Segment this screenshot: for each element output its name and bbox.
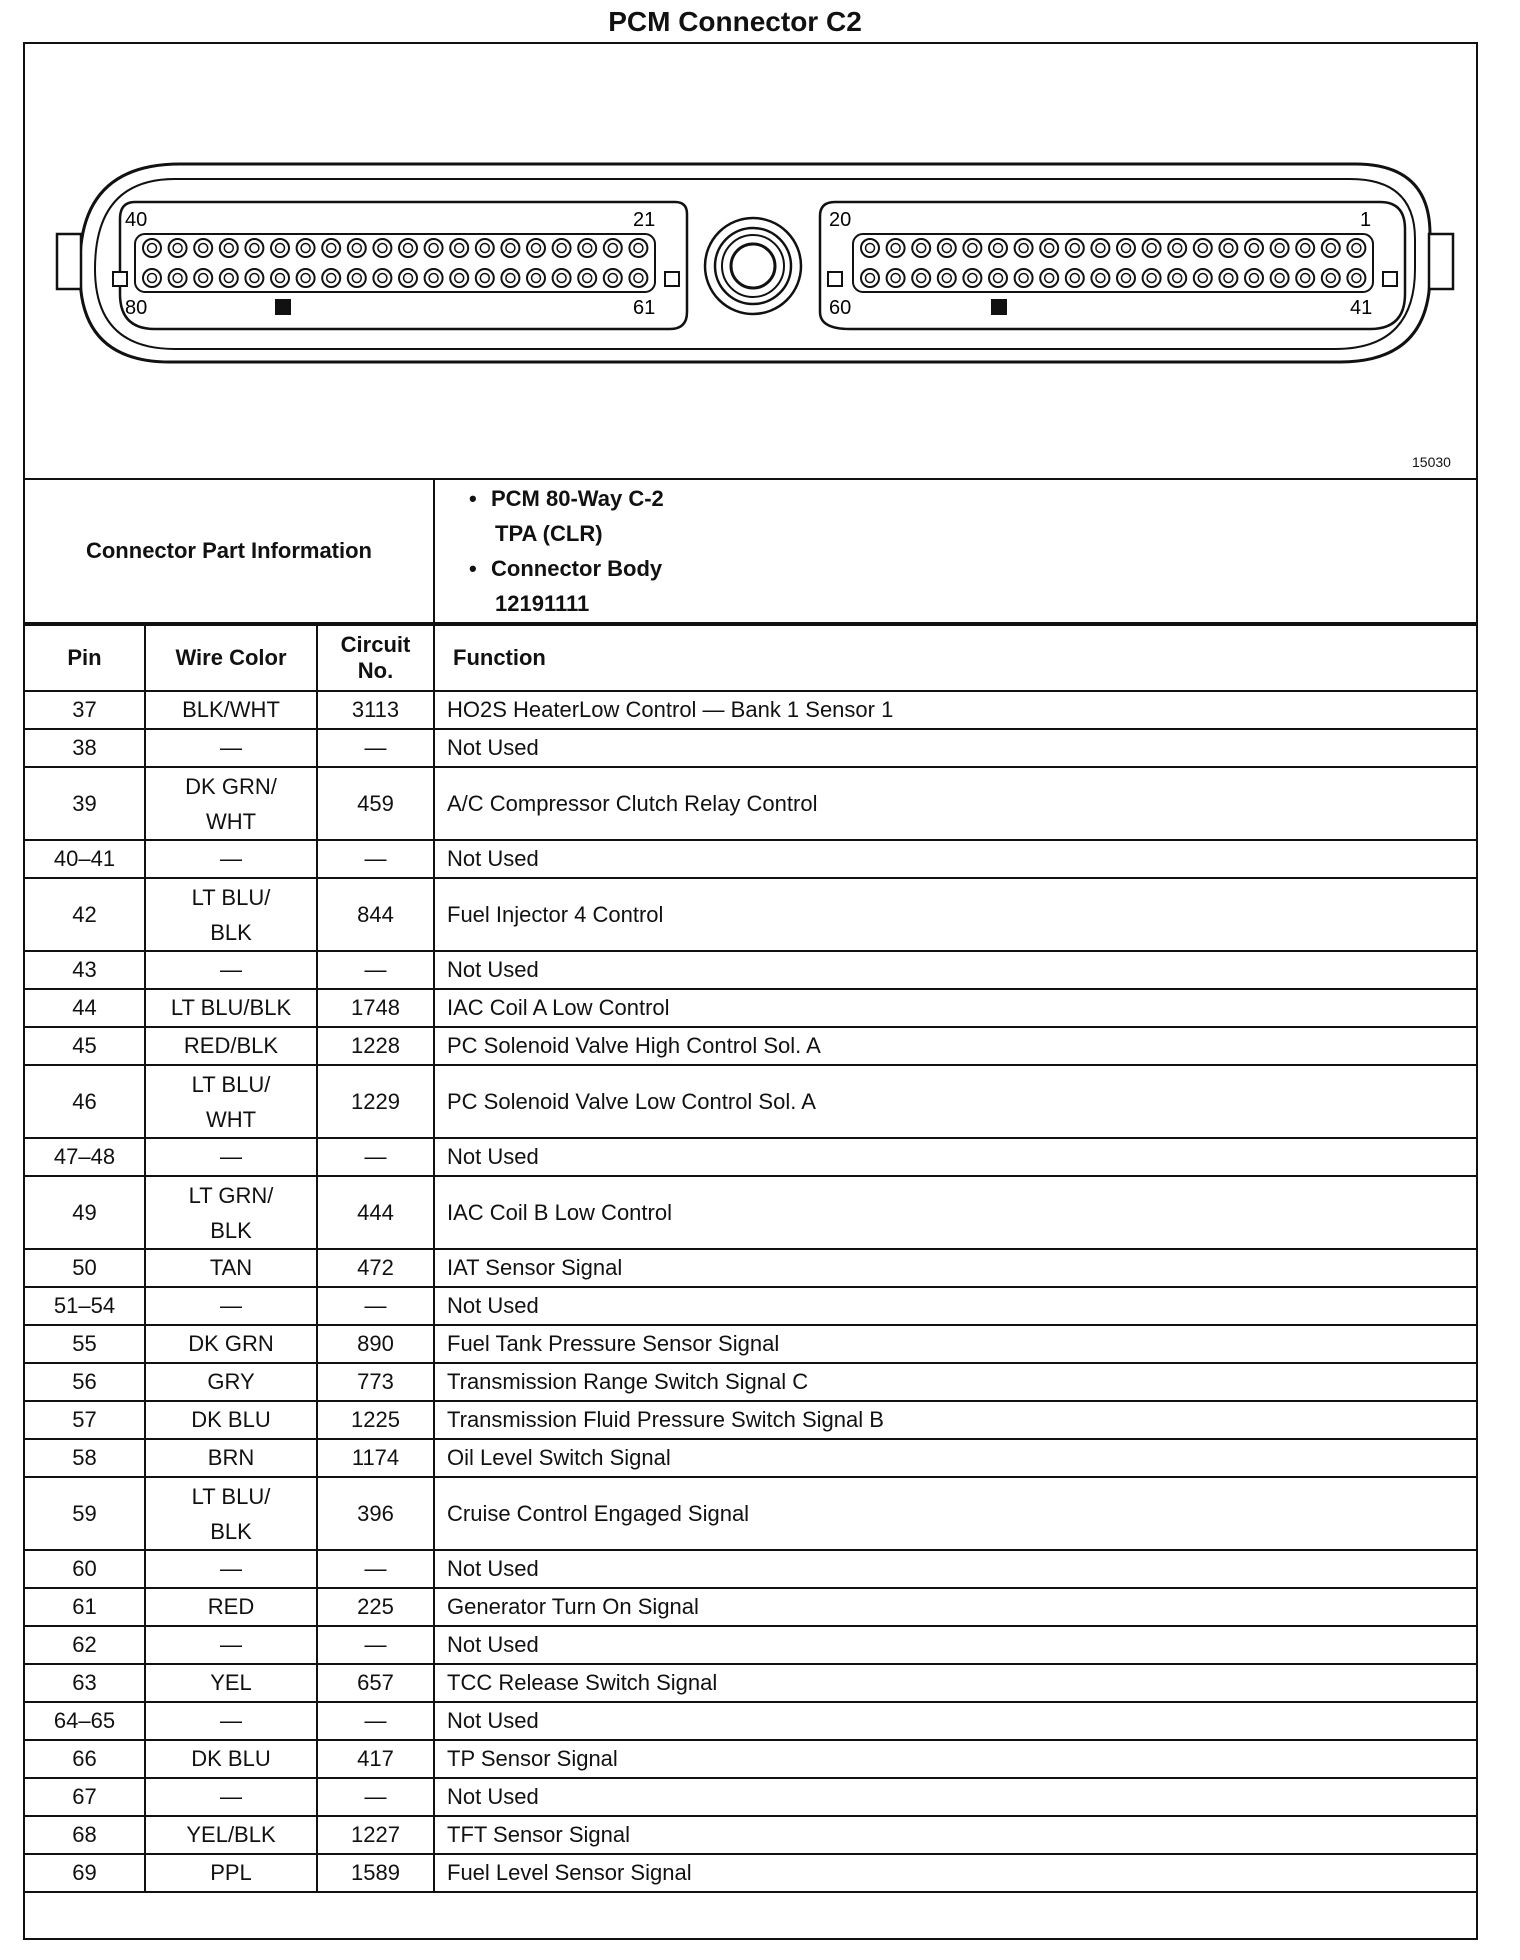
wire-color-cell: —	[145, 951, 317, 989]
function-cell: Not Used	[434, 951, 1477, 989]
wire-color-cell: BLK/WHT	[145, 691, 317, 729]
wire-color-cell: —	[145, 1287, 317, 1325]
pin-socket	[1015, 269, 1033, 287]
header-pin: Pin	[24, 625, 145, 691]
function-cell: Generator Turn On Signal	[434, 1588, 1477, 1626]
pin-socket	[1015, 239, 1033, 257]
left-key	[275, 299, 291, 315]
pin-cell: 46	[24, 1065, 145, 1138]
circuit-cell: 417	[317, 1740, 434, 1778]
pin-cell: 59	[24, 1477, 145, 1550]
pin-socket	[1245, 269, 1263, 287]
wire-color-cell: PPL	[145, 1854, 317, 1892]
pin-socket	[271, 269, 289, 287]
function-cell: Cruise Control Engaged Signal	[434, 1477, 1477, 1550]
pin-socket	[1245, 239, 1263, 257]
wire-color-cell: YEL	[145, 1664, 317, 1702]
pin-cell: 50	[24, 1249, 145, 1287]
pin-socket	[476, 269, 494, 287]
pin-cell: 49	[24, 1176, 145, 1249]
table-row	[24, 1664, 1477, 1702]
function-cell: Fuel Tank Pressure Sensor Signal	[434, 1325, 1477, 1363]
function-cell: Not Used	[434, 1702, 1477, 1740]
wire-color-cell: —	[145, 729, 317, 767]
label-21: 21	[633, 209, 656, 231]
circuit-cell: 444	[317, 1176, 434, 1249]
pin-socket	[194, 239, 212, 257]
wire-color-cell: BRN	[145, 1439, 317, 1477]
function-cell: Transmission Fluid Pressure Switch Signal B	[434, 1401, 1477, 1439]
circuit-cell: —	[317, 951, 434, 989]
table-row	[24, 1363, 1477, 1401]
pin-socket	[297, 269, 315, 287]
pin-socket	[963, 239, 981, 257]
circuit-cell: 459	[317, 767, 434, 840]
circuit-cell: —	[317, 1138, 434, 1176]
table-row	[24, 1325, 1477, 1363]
pin-socket	[373, 239, 391, 257]
label-60: 60	[829, 297, 852, 319]
right-key	[991, 299, 1007, 315]
pin-cell: 42	[24, 878, 145, 951]
pin-socket	[912, 239, 930, 257]
pin-socket	[501, 239, 519, 257]
pin-socket	[1117, 269, 1135, 287]
pin-socket	[629, 269, 647, 287]
right-pin-block	[853, 234, 1373, 292]
circuit-cell: 657	[317, 1664, 434, 1702]
pin-socket	[1040, 239, 1058, 257]
pin-cell: 38	[24, 729, 145, 767]
pin-socket	[143, 269, 161, 287]
wire-color-cell: —	[145, 1702, 317, 1740]
part-info-item-sub: 12191111	[495, 591, 590, 616]
circuit-cell: —	[317, 729, 434, 767]
circuit-cell: —	[317, 1778, 434, 1816]
header-wire-color: Wire Color	[145, 625, 317, 691]
circuit-cell: 1748	[317, 989, 434, 1027]
pin-cell: 57	[24, 1401, 145, 1439]
pin-socket	[245, 239, 263, 257]
table-row	[24, 1249, 1477, 1287]
function-cell: Oil Level Switch Signal	[434, 1439, 1477, 1477]
part-info-label: Connector Part Information	[24, 479, 434, 623]
label-1: 1	[1360, 209, 1372, 231]
pin-cell: 61	[24, 1588, 145, 1626]
pin-socket	[1194, 269, 1212, 287]
circuit-cell: 1225	[317, 1401, 434, 1439]
pin-socket	[1066, 269, 1084, 287]
pin-socket	[604, 269, 622, 287]
pin-socket	[1296, 239, 1314, 257]
pin-socket	[1271, 239, 1289, 257]
pin-socket	[1091, 269, 1109, 287]
function-cell: Fuel Injector 4 Control	[434, 878, 1477, 951]
pin-socket	[938, 269, 956, 287]
figure-number: 15030	[1412, 454, 1451, 470]
wire-color-cell: —	[145, 1550, 317, 1588]
circuit-cell: 1589	[317, 1854, 434, 1892]
left-tab	[57, 234, 81, 289]
function-cell: IAC Coil B Low Control	[434, 1176, 1477, 1249]
pin-cell: 56	[24, 1363, 145, 1401]
wire-color-cell: DK GRN	[145, 1325, 317, 1363]
pin-socket	[1040, 269, 1058, 287]
pin-socket	[604, 239, 622, 257]
right-tab	[1429, 234, 1453, 289]
circuit-cell: —	[317, 1626, 434, 1664]
pin-socket	[322, 269, 340, 287]
circuit-cell: —	[317, 840, 434, 878]
wire-color-cell: LT BLU/ BLK	[145, 878, 317, 951]
circuit-cell: —	[317, 1550, 434, 1588]
function-cell: Not Used	[434, 840, 1477, 878]
right-pin-grid	[861, 239, 1365, 287]
wire-color-cell: RED/BLK	[145, 1027, 317, 1065]
wire-color-cell: GRY	[145, 1363, 317, 1401]
function-cell: Not Used	[434, 1138, 1477, 1176]
mid-left-square	[665, 272, 679, 286]
part-info-item: • PCM 80-Way C-2	[469, 486, 664, 511]
pin-socket	[169, 269, 187, 287]
pin-socket	[861, 239, 879, 257]
table-row	[24, 1588, 1477, 1626]
circuit-cell: 3113	[317, 691, 434, 729]
pin-socket	[578, 269, 596, 287]
function-cell: Not Used	[434, 1778, 1477, 1816]
circuit-cell: —	[317, 1702, 434, 1740]
circuit-cell: 1229	[317, 1065, 434, 1138]
pin-cell: 37	[24, 691, 145, 729]
right-cavity	[820, 202, 1405, 329]
pin-cell: 55	[24, 1325, 145, 1363]
pin-cell: 69	[24, 1854, 145, 1892]
wire-color-cell: DK BLU	[145, 1740, 317, 1778]
function-cell: Not Used	[434, 1287, 1477, 1325]
pin-socket	[425, 269, 443, 287]
pin-cell: 47–48	[24, 1138, 145, 1176]
pin-cell: 62	[24, 1626, 145, 1664]
left-pin-block	[135, 234, 655, 292]
pin-socket	[1168, 239, 1186, 257]
wire-color-cell: —	[145, 840, 317, 878]
pin-cell: 67	[24, 1778, 145, 1816]
pin-cell: 45	[24, 1027, 145, 1065]
pin-socket	[1091, 239, 1109, 257]
pin-socket	[476, 239, 494, 257]
pin-socket	[1322, 269, 1340, 287]
pin-cell: 58	[24, 1439, 145, 1477]
table-row	[24, 729, 1477, 767]
function-cell: IAC Coil A Low Control	[434, 989, 1477, 1027]
pin-table-header	[24, 625, 1477, 691]
function-cell: Fuel Level Sensor Signal	[434, 1854, 1477, 1892]
pin-cell: 39	[24, 767, 145, 840]
function-cell: Transmission Range Switch Signal C	[434, 1363, 1477, 1401]
pin-cell: 44	[24, 989, 145, 1027]
wire-color-cell: —	[145, 1626, 317, 1664]
table-row	[24, 878, 1477, 951]
pin-socket	[245, 269, 263, 287]
pin-socket	[989, 239, 1007, 257]
label-20: 20	[829, 209, 852, 231]
function-cell: PC Solenoid Valve Low Control Sol. A	[434, 1065, 1477, 1138]
table-row	[24, 1439, 1477, 1477]
wire-color-cell: —	[145, 1778, 317, 1816]
pin-socket	[1194, 239, 1212, 257]
pin-socket	[938, 239, 956, 257]
pin-table	[23, 624, 1478, 1893]
pin-socket	[887, 269, 905, 287]
label-40: 40	[125, 209, 148, 231]
wire-color-cell: LT BLU/ WHT	[145, 1065, 317, 1138]
left-cavity	[120, 202, 687, 329]
wire-color-cell: —	[145, 1138, 317, 1176]
pin-socket	[450, 239, 468, 257]
table-row	[24, 1138, 1477, 1176]
function-cell: A/C Compressor Clutch Relay Control	[434, 767, 1477, 840]
table-row	[24, 1740, 1477, 1778]
circuit-cell: 1227	[317, 1816, 434, 1854]
table-row	[24, 1176, 1477, 1249]
part-info-item-sub: TPA (CLR)	[495, 521, 603, 546]
part-info-list	[434, 479, 1477, 623]
table-row	[24, 951, 1477, 989]
pin-socket	[629, 239, 647, 257]
pin-socket	[373, 269, 391, 287]
table-row	[24, 840, 1477, 878]
mid-right-square	[828, 272, 842, 286]
pin-socket	[169, 239, 187, 257]
pin-socket	[1271, 269, 1289, 287]
table-row	[24, 1287, 1477, 1325]
pin-socket	[1347, 269, 1365, 287]
function-cell: Not Used	[434, 1550, 1477, 1588]
wire-color-cell: LT BLU/BLK	[145, 989, 317, 1027]
table-row	[24, 1626, 1477, 1664]
part-info-table	[23, 478, 1478, 624]
wire-color-cell: DK BLU	[145, 1401, 317, 1439]
pin-socket	[271, 239, 289, 257]
page-title: PCM Connector C2	[608, 6, 862, 37]
pin-cell: 60	[24, 1550, 145, 1588]
pin-socket	[578, 239, 596, 257]
table-row	[24, 1550, 1477, 1588]
function-cell: HO2S HeaterLow Control — Bank 1 Sensor 1	[434, 691, 1477, 729]
pin-socket	[322, 239, 340, 257]
pin-socket	[553, 269, 571, 287]
table-row	[24, 1027, 1477, 1065]
pin-socket	[1347, 239, 1365, 257]
pin-socket	[887, 239, 905, 257]
pin-socket	[989, 269, 1007, 287]
label-41: 41	[1350, 297, 1373, 319]
header-function: Function	[434, 625, 1477, 691]
pin-socket	[1143, 269, 1161, 287]
circuit-cell: 773	[317, 1363, 434, 1401]
left-pin-grid	[143, 239, 647, 287]
table-row	[24, 1854, 1477, 1892]
wire-color-cell: DK GRN/ WHT	[145, 767, 317, 840]
function-cell: Not Used	[434, 1626, 1477, 1664]
pin-socket	[348, 269, 366, 287]
pin-socket	[450, 269, 468, 287]
table-row	[24, 691, 1477, 729]
pin-cell: 51–54	[24, 1287, 145, 1325]
pin-socket	[399, 269, 417, 287]
pin-socket	[501, 269, 519, 287]
right-square	[1383, 272, 1397, 286]
table-row	[24, 1702, 1477, 1740]
pin-cell: 40–41	[24, 840, 145, 878]
center-bolt-outer	[705, 218, 801, 314]
table-row	[24, 1401, 1477, 1439]
pin-cell: 63	[24, 1664, 145, 1702]
pin-socket	[1219, 269, 1237, 287]
circuit-cell: 844	[317, 878, 434, 951]
table-row	[24, 767, 1477, 840]
connector-diagram	[25, 44, 1476, 478]
pin-socket	[297, 239, 315, 257]
wire-color-cell: RED	[145, 1588, 317, 1626]
pin-socket	[912, 269, 930, 287]
pin-socket	[1168, 269, 1186, 287]
pin-socket	[143, 239, 161, 257]
table-row	[24, 1816, 1477, 1854]
circuit-cell: 1174	[317, 1439, 434, 1477]
circuit-cell: 890	[317, 1325, 434, 1363]
table-row	[24, 1065, 1477, 1138]
pin-socket	[348, 239, 366, 257]
pin-socket	[527, 239, 545, 257]
pin-socket	[1296, 269, 1314, 287]
wire-color-cell: LT BLU/ BLK	[145, 1477, 317, 1550]
pin-socket	[425, 239, 443, 257]
pin-socket	[527, 269, 545, 287]
pin-socket	[861, 269, 879, 287]
function-cell: TCC Release Switch Signal	[434, 1664, 1477, 1702]
header-circuit-no: Circuit No.	[317, 625, 434, 691]
pin-socket	[194, 269, 212, 287]
wire-color-cell: LT GRN/ BLK	[145, 1176, 317, 1249]
wire-color-cell: TAN	[145, 1249, 317, 1287]
label-80: 80	[125, 297, 148, 319]
pin-socket	[1219, 239, 1237, 257]
wire-color-cell: YEL/BLK	[145, 1816, 317, 1854]
table-row	[24, 989, 1477, 1027]
part-info-item: • Connector Body	[469, 556, 663, 581]
pin-socket	[553, 239, 571, 257]
pin-socket	[1322, 239, 1340, 257]
circuit-cell: 472	[317, 1249, 434, 1287]
function-cell: IAT Sensor Signal	[434, 1249, 1477, 1287]
pin-socket	[963, 269, 981, 287]
function-cell: PC Solenoid Valve High Control Sol. A	[434, 1027, 1477, 1065]
function-cell: TFT Sensor Signal	[434, 1816, 1477, 1854]
pin-cell: 66	[24, 1740, 145, 1778]
label-61: 61	[633, 297, 656, 319]
table-row	[24, 1778, 1477, 1816]
pin-cell: 43	[24, 951, 145, 989]
pin-cell: 68	[24, 1816, 145, 1854]
circuit-cell: 1228	[317, 1027, 434, 1065]
pin-cell: 64–65	[24, 1702, 145, 1740]
pin-socket	[220, 269, 238, 287]
circuit-cell: 396	[317, 1477, 434, 1550]
circuit-cell: —	[317, 1287, 434, 1325]
left-square	[113, 272, 127, 286]
circuit-cell: 225	[317, 1588, 434, 1626]
function-cell: TP Sensor Signal	[434, 1740, 1477, 1778]
pin-socket	[399, 239, 417, 257]
table-row	[24, 1477, 1477, 1550]
pin-socket	[1066, 239, 1084, 257]
pin-socket	[1143, 239, 1161, 257]
pin-socket	[220, 239, 238, 257]
function-cell: Not Used	[434, 729, 1477, 767]
pin-socket	[1117, 239, 1135, 257]
